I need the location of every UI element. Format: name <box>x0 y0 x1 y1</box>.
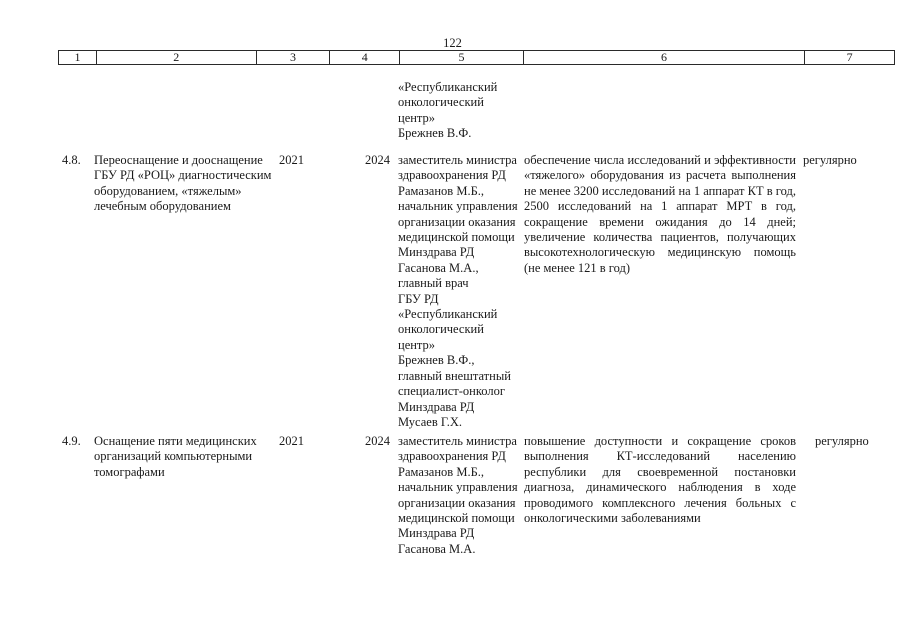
text-line: Рамазанов М.Б., <box>398 464 484 479</box>
text-line: ГБУ РД «РОЦ» диагностическим <box>94 168 272 183</box>
text-line: Минздрава РД <box>398 526 475 541</box>
text-line: Гасанова М.А., <box>398 260 479 275</box>
column-number: 3 <box>256 51 330 64</box>
row-frequency: регулярно <box>803 153 857 167</box>
text-line: организации оказания <box>398 214 516 229</box>
text-line: Минздрава РД <box>398 399 475 414</box>
text-line: Оснащение пяти медицинских <box>94 434 257 448</box>
row-number: 4.8. <box>62 153 81 167</box>
text-line: Рамазанов М.Б., <box>398 183 484 198</box>
column-number: 5 <box>399 51 523 64</box>
text-line: организации оказания <box>398 495 516 510</box>
text-line: главный врач <box>398 276 469 291</box>
text-line: онкологический <box>398 95 484 110</box>
end-year: 2024 <box>365 434 390 448</box>
text-line: Брежнев В.Ф., <box>398 353 475 368</box>
row-result: повышение доступности и сокращение сроков выполнения КТ-исследований населению республики для своевременной постановки диагноза, динамического наблюдения в ходе проводимого комплексного лечения больных с онкологическими заболеваниями <box>524 434 796 526</box>
row-name <box>94 434 257 480</box>
text-line: центр» <box>398 337 436 352</box>
column-number: 6 <box>523 51 804 64</box>
text-line: ГБУ РД <box>398 291 439 306</box>
page-number: 122 <box>443 36 462 50</box>
text-line: главный внештатный <box>398 368 511 383</box>
column-number: 4 <box>329 51 399 64</box>
text-line: «Республиканский <box>398 80 498 94</box>
text-line: начальник управления <box>398 199 518 214</box>
text-line: «Республиканский <box>398 307 498 322</box>
column-number: 2 <box>96 51 256 64</box>
row-name <box>94 153 271 215</box>
text-line: лечебным оборудованием <box>94 199 231 214</box>
text-line: медицинской помощи <box>398 511 515 526</box>
row-result: обеспечение числа исследований и эффективности «тяжелого» оборудования из расчета выполнения не менее 3200 исследований на 1 аппарат КТ в год, 2500 исследований на 1 аппарат МРТ в год, сокращение времени ожидания до 14 дней; увеличение количества пациентов, получающих высокотехнологическую медицинскую помощь (не менее 121 в год) <box>524 153 796 275</box>
column-number: 1 <box>74 50 81 64</box>
table-column-number-header <box>58 50 895 65</box>
text-line: томографами <box>94 464 165 479</box>
text-line: заместитель министра <box>398 153 517 167</box>
text-line: начальник управления <box>398 480 518 495</box>
row-responsible <box>398 153 518 430</box>
start-year: 2021 <box>279 153 304 167</box>
continuation-responsible <box>398 80 497 142</box>
text-line: здравоохранения РД <box>398 168 506 183</box>
row-number: 4.9. <box>62 434 81 448</box>
text-line: Брежнев В.Ф. <box>398 126 472 141</box>
text-line: оборудованием, «тяжелым» <box>94 183 242 198</box>
text-line: Минздрава РД <box>398 245 475 260</box>
text-line: специалист-онколог <box>398 384 506 399</box>
start-year: 2021 <box>279 434 304 448</box>
text-line: Гасанова М.А. <box>398 541 476 556</box>
text-line: здравоохранения РД <box>398 449 506 464</box>
end-year: 2024 <box>365 153 390 167</box>
text-line: Переоснащение и дооснащение <box>94 153 263 167</box>
text-line: онкологический <box>398 322 484 337</box>
column-number: 7 <box>804 51 894 64</box>
text-line: медицинской помощи <box>398 230 515 245</box>
text-line: центр» <box>398 110 436 125</box>
row-responsible <box>398 434 518 557</box>
text-line: заместитель министра <box>398 434 517 448</box>
text-line: Мусаев Г.Х. <box>398 414 462 429</box>
text-line: организаций компьютерными <box>94 449 253 464</box>
row-frequency: регулярно <box>815 434 869 448</box>
